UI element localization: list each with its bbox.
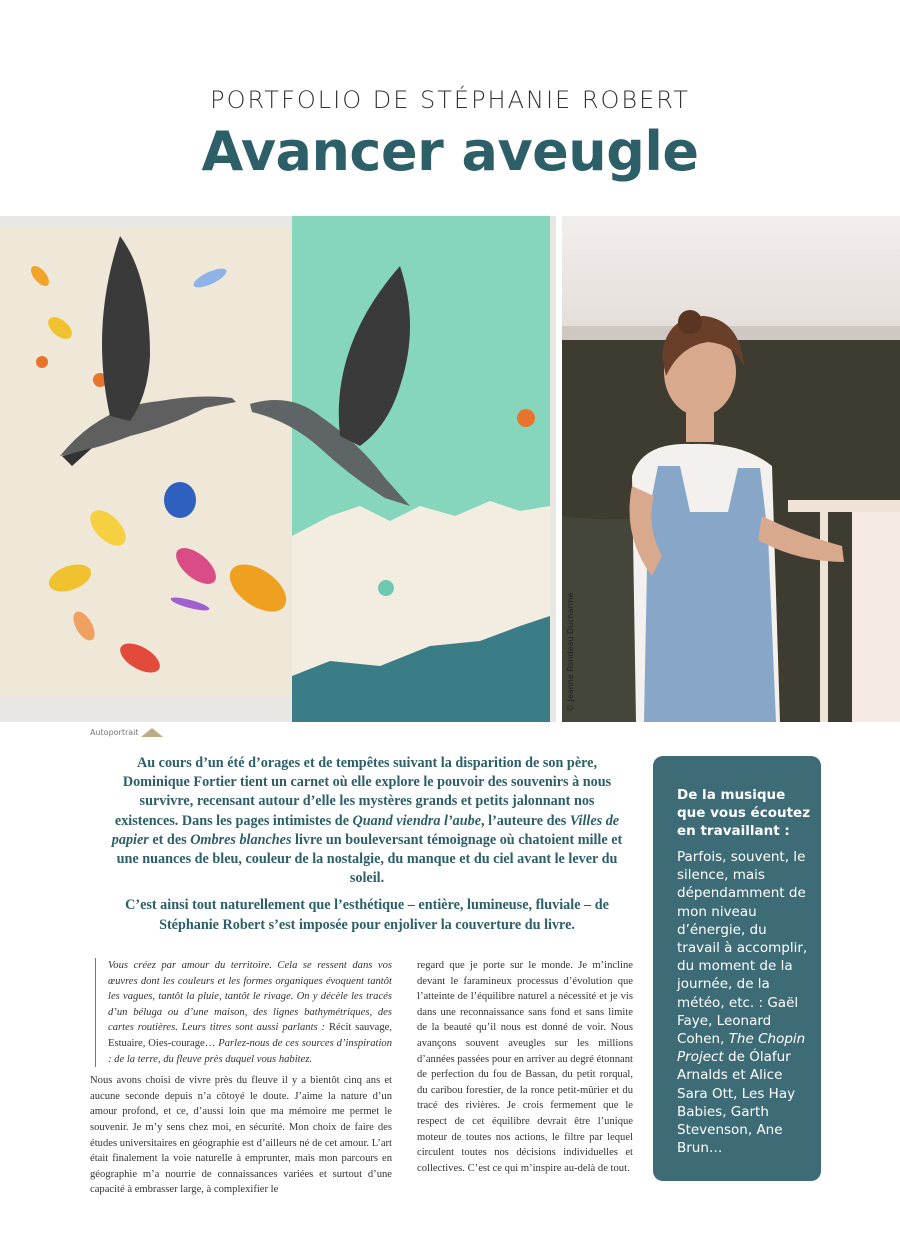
- article-column-1: [90, 958, 392, 1198]
- sidebar-heading: De la musique que vous écoutez en travaillant :: [677, 787, 811, 839]
- sidebar-body: Parfois, souvent, le silence, mais dépendamment de mon niveau d’énergie, du travail à accomplir, du moment de la journée, de la météo, etc. : Gaël Faye, Leonard Cohen, The Chopin Project de Ólafur Arnalds et Alice Sara Ott, Les Hay Babies, Garth Stevenson, Ane Brun…: [677, 849, 808, 1157]
- intro-paragraph-1: Au cours d’un été d’orages et de tempêtes suivant la disparition de son père, Dominique Fortier tient un carnet où elle explore le pouvoir des souvenirs à nous survivre, recensant autour d’elle les mystères grands et petits jalonnant nos existences. Dans les pages intimistes de Quand viendra l’aube, l’auteure des Villes de papier et des Ombres blanches livre un bouleversant témoignage où chatoient mille et une nuances de bleu, couleur de la nostalgie, du manque et du ciel avant le lever du soleil.: [111, 755, 623, 887]
- image-caption: Autoportrait: [90, 728, 139, 737]
- goose-paintings: [0, 216, 556, 722]
- music-sidebar: [653, 756, 821, 1181]
- interview-question: Vous créez par amour du territoire. Cela se ressent dans vos œuvres dont les couleurs et les formes organiques évoquent tantôt les vagues, tantôt la pluie, tantôt le rivage. On y décèle les tracés d’un béluga ou d’une maison, des lignes bathymétriques, des cartes routières. Leurs titres sont aussi parlants : Récit sauvage, Estuaire, Oies-courage… Parlez-nous de ces sources d’inspiration : de la terre, du fleuve près duquel vous habitez.: [95, 958, 392, 1067]
- caption-pointer-icon: [141, 728, 163, 737]
- intro-paragraph-2: C’est ainsi tout naturellement que l’esthétique – entière, lumineuse, fluviale – de Stéphanie Robert s’est imposée pour enjoliver la couverture du livre.: [125, 897, 609, 933]
- photo-credit: © Jeanne Rondeau Ducharme: [566, 592, 575, 712]
- page-title: Avancer aveugle: [201, 120, 699, 183]
- answer-text-col1: Nous avons choisi de vivre près du fleuve il y a bientôt cinq ans et aucune seconde depuis n’a côtoyé le doute. J’aime la nature d’un amour profond, et ce, d’aussi loin que ma mémoire me permet le souvenir. Je m’y sens chez moi, en sécurité. Mon choix de faire des études universitaires en géographie est d’ailleurs né de cet amour. L’art était finalement la voie naturelle à emprunter, mais mon parcours en géographie m’a nourrie de connaissances variées et surtout d’une capacité à embrasser large, à complexifier le: [90, 1075, 392, 1196]
- answer-text-col2: regard que je porte sur le monde. Je m’incline devant le faramineux processus d’évolution que l’atteinte de l’équilibre naturel a nécessité et je vis dans une reconnaissance sans fond et sans limite de la beauté qu’il nous est donné de voir. Nous avançons souvent aveugles sur les millions d’années passées pour en arriver au degré étonnant de perfection du fou de Bassan, du petit rorqual, du caribou forestier, de la ronce petit-mûrier et du tracé des rivières. Je crois fermement que le respect de cet équilibre devrait être l’unique moteur de toutes nos actions, le filtre par lequel circulent toutes nos décisions individuelles et collectives. C’est ce qui m’inspire au-delà de tout.: [417, 960, 633, 1174]
- article-column-2: [417, 958, 633, 1176]
- kicker: PORTFOLIO DE STÉPHANIE ROBERT: [210, 86, 690, 114]
- portrait-photo: [562, 216, 900, 722]
- intro-text: [108, 754, 626, 943]
